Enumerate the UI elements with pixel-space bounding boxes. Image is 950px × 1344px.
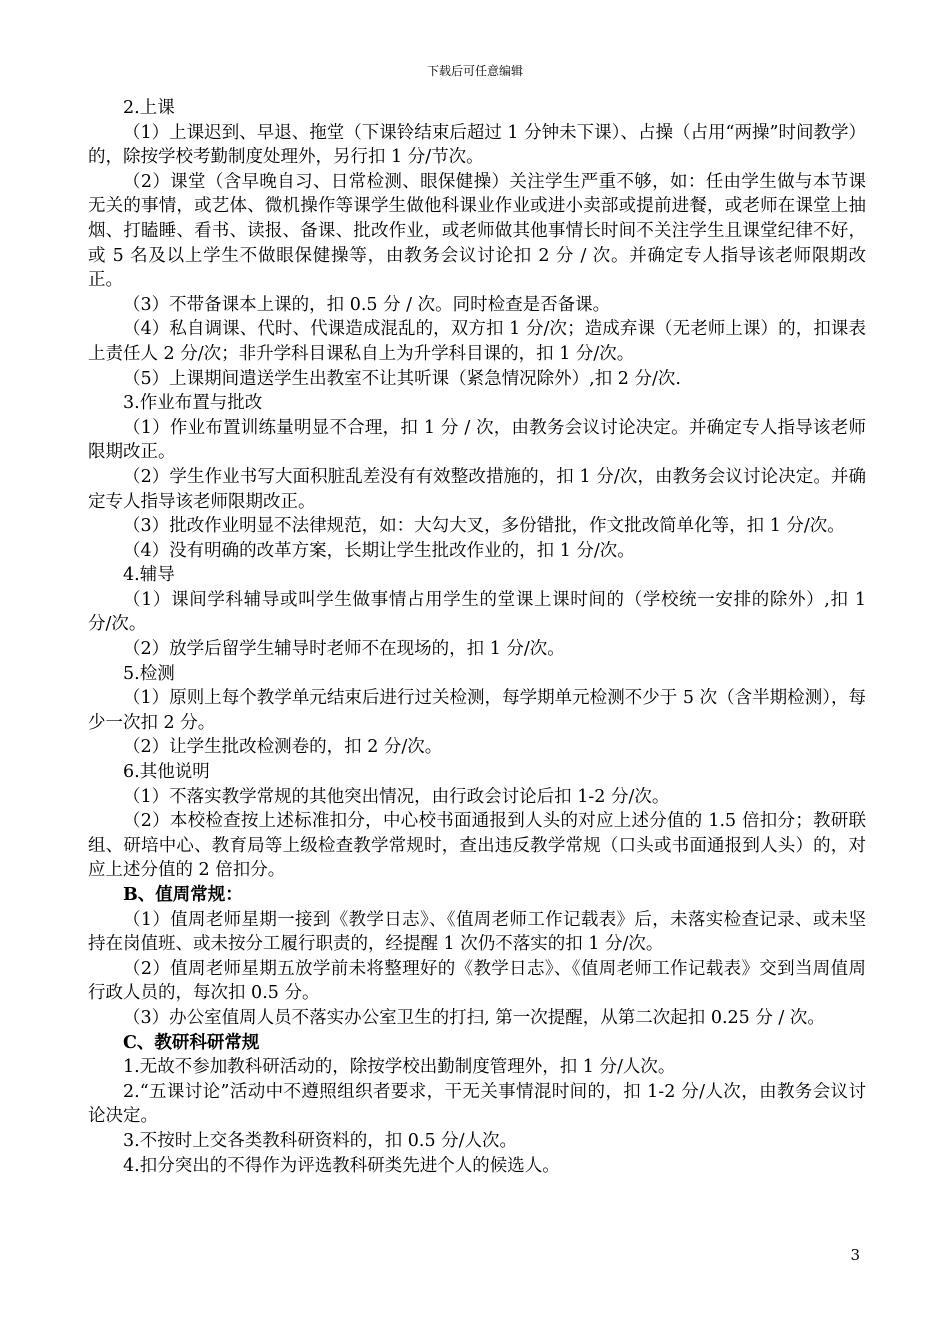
paragraph: 1.无故不参加教科研活动的，除按学校出勤制度管理外，扣 1 分/人次。 (123, 1057, 676, 1078)
section-heading-bold: B、值周常规： (123, 885, 243, 905)
paragraph: （2）让学生批改检测卷的，扣 2 分/次。 (123, 737, 443, 758)
paragraph: （2）本校检查按上述标准扣分，中心校书面通报到人头的对应上述分值的 1.5 倍扣分；教研联组、研培中心、教育局等上级检查教学常规时，查出违反教学常规（口头或书面通报到人头）的，对应上述分值的 2 倍扣分。 (88, 811, 866, 881)
section-heading: 4.辅导 (123, 565, 175, 586)
page-number: 3 (850, 1246, 860, 1264)
paragraph: （3）批改作业明显不法律规范，如：大勾大叉，多份错批，作文批改简单化等，扣 1 分/次。 (123, 516, 845, 537)
paragraph: （1）原则上每个教学单元结束后进行过关检测，每学期单元检测不少于 5 次（含半期检测），每少一次扣 2 分。 (88, 688, 866, 733)
paragraph: （5）上课期间遣送学生出教室不让其听课（紧急情况除外）,扣 2 分/次. (123, 368, 681, 389)
paragraph: （1）作业布置训练量明显不合理，扣 1 分 / 次，由教务会议讨论决定。并确定专人指导该老师限期改正。 (88, 417, 866, 463)
paragraph: （1）不落实教学常规的其他突出情况，由行政会讨论后扣 1-2 分/次。 (123, 786, 670, 807)
section-heading: 2.上课 (123, 98, 175, 118)
section-heading: 6.其他说明 (123, 762, 210, 783)
paragraph: 2.“五课讨论”活动中不遵照组织者要求，干无关事情混时间的，扣 1-2 分/人次，由教务会议讨论决定。 (88, 1081, 866, 1127)
paragraph: （2）学生作业书写大面积脏乱差没有有效整改措施的，扣 1 分/次，由教务会议讨论决定。并确定专人指导该老师限期改正。 (88, 466, 866, 512)
paragraph: （3）办公室值周人员不落实办公室卫生的打扫, 第一次提醒，从第二次起扣 0.25 分 / 次。 (123, 1007, 825, 1028)
paragraph: （4）没有明确的改革方案，长期让学生批改作业的，扣 1 分/次。 (123, 540, 635, 561)
paragraph: 4.扣分突出的不得作为评选教科研类先进个人的候选人。 (123, 1155, 560, 1176)
page-header: 下载后可任意编辑 (426, 64, 523, 78)
paragraph: （2）放学后留学生辅导时老师不在现场的，扣 1 分/次。 (123, 639, 565, 660)
section-heading-bold: C、教研科研常规 (123, 1032, 260, 1053)
section-heading: 5.检测 (123, 663, 175, 684)
paragraph: （2）课堂（含早晚自习、日常检测、眼保健操）关注学生严重不够，如：任由学生做与本节课无关的事情，或艺体、微机操作等课学生做他科课业作业或进小卖部或提前进餐，或老师在课堂上抽烟、打瞌睡、看书、读报、备课、批改作业，或老师做其他事情长时间不关注学生且课堂纪律不好，或 5 名及以上学生不做眼保健操等，由教务会议讨论扣 2 分 / 次。并确定专人指导该老师限期改正。 (88, 171, 866, 291)
paragraph: 3.不按时上交各类教科研资料的，扣 0.5 分/人次。 (123, 1130, 518, 1151)
section-heading: 3.作业布置与批改 (123, 393, 263, 414)
paragraph: （1）上课迟到、早退、拖堂（下课铃结束后超过 1 分钟未下课）、占操（占用“两操”时间教学）的，除按学校考勤制度处理外，另行扣 1 分/节次。 (88, 122, 866, 168)
paragraph: （2）值周老师星期五放学前未将整理好的《教学日志》、《值周老师工作记载表》交到当周值周行政人员的，每次扣 0.5 分。 (88, 958, 866, 1004)
paragraph: （3）不带备课本上课的，扣 0.5 分 / 次。同时检查是否备课。 (123, 294, 611, 315)
paragraph: （1）课间学科辅导或叫学生做事情占用学生的堂课上课时间的（学校统一安排的除外）,扣 1 分/次。 (88, 589, 866, 635)
document-body (88, 96, 866, 1178)
paragraph: （4）私自调课、代时、代课造成混乱的，双方扣 1 分/次；造成弃课（无老师上课）的，扣课表上责任人 2 分/次；非升学科目课私自上为升学科目课的，扣 1 分/次。 (88, 319, 866, 364)
paragraph: （1）值周老师星期一接到《教学日志》、《值周老师工作记载表》后，未落实检查记录、或未坚持在岗值班、或未按分工履行职责的，经提醒 1 次仍不落实的扣 1 分/次。 (88, 909, 866, 955)
